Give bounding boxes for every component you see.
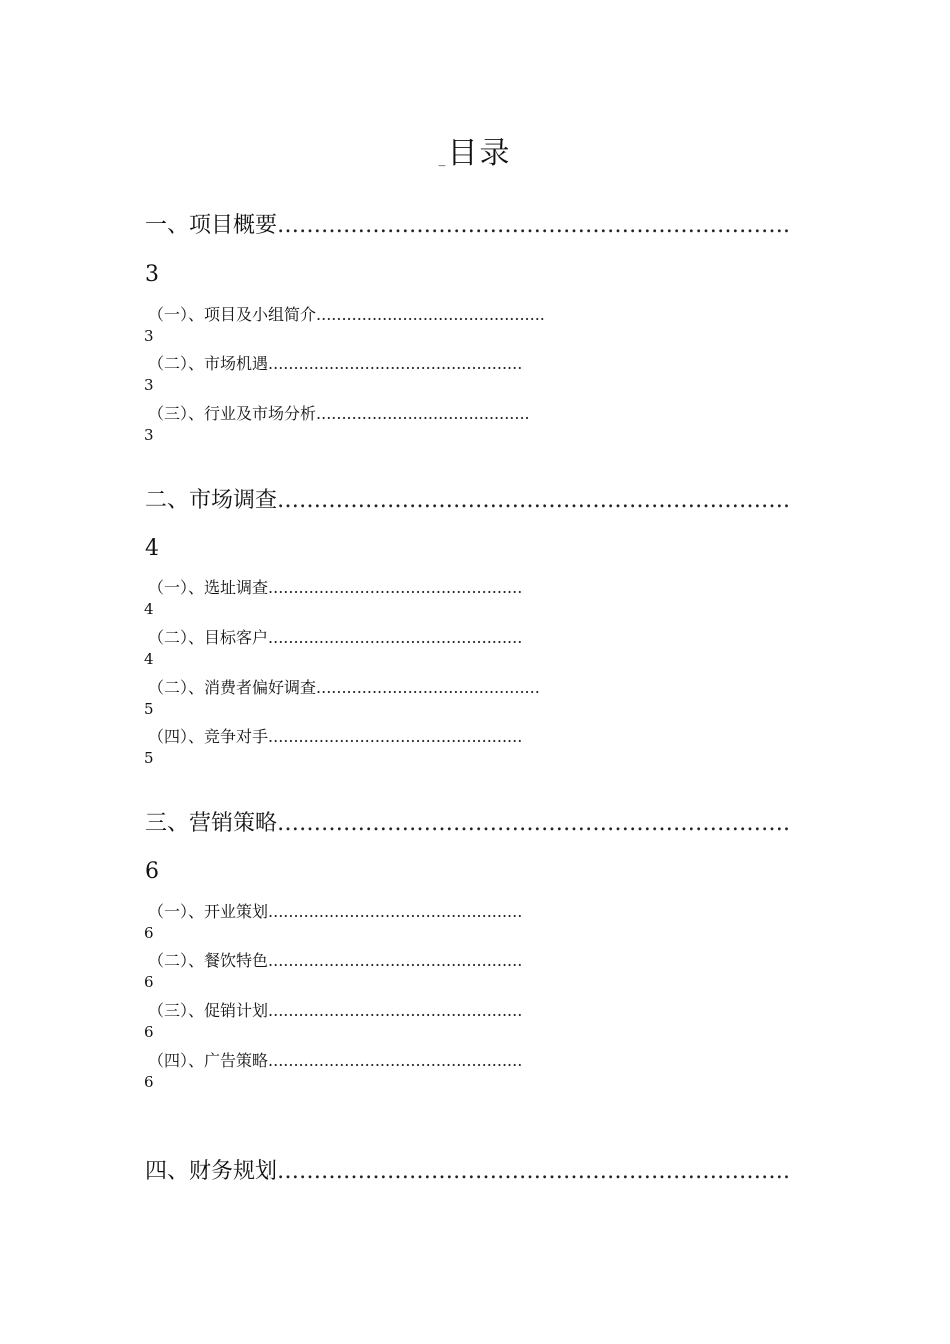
toc-item-3-2-page: 6 bbox=[144, 973, 154, 991]
toc-title bbox=[0, 128, 950, 172]
toc-item-1-3[interactable] bbox=[148, 401, 530, 424]
toc-section-2-heading[interactable] bbox=[145, 483, 790, 514]
toc-item-1-2-page: 3 bbox=[144, 376, 154, 394]
item-leader: ............................................. bbox=[316, 305, 545, 324]
toc-section-3-heading[interactable] bbox=[145, 806, 790, 837]
section-4-title: 四、财务规划 bbox=[145, 1159, 278, 1184]
toc-item-1-2[interactable] bbox=[148, 351, 522, 374]
toc-item-1-1-page: 3 bbox=[144, 327, 154, 345]
toc-item-2-4[interactable] bbox=[148, 724, 522, 747]
item-leader: .................................................. bbox=[268, 1051, 523, 1070]
item-leader: ............................................ bbox=[316, 678, 540, 697]
section-4-leader-tail: ……. bbox=[739, 1159, 791, 1184]
section-1-leader: ……………………………………………………… bbox=[277, 213, 740, 238]
toc-section-1-heading[interactable] bbox=[145, 208, 790, 239]
toc-item-3-3[interactable] bbox=[148, 998, 522, 1021]
item-label: （三）、促销计划 bbox=[148, 1001, 269, 1020]
section-2-leader-tail: ……. bbox=[739, 488, 791, 513]
toc-item-1-3-page: 3 bbox=[144, 426, 154, 444]
item-leader: .................................................. bbox=[268, 578, 523, 597]
toc-section-3-page: 6 bbox=[145, 859, 159, 884]
section-2-leader: ……………………………………………………… bbox=[277, 488, 740, 513]
section-1-title: 一、项目概要 bbox=[145, 213, 278, 238]
item-label: （二）、目标客户 bbox=[148, 628, 269, 647]
item-label: （二）、消费者偏好调查 bbox=[148, 678, 317, 697]
toc-section-2-page: 4 bbox=[145, 536, 159, 561]
item-label: （一）、项目及小组简介 bbox=[148, 305, 317, 324]
item-label: （二）、市场机遇 bbox=[148, 354, 269, 373]
toc-item-2-4-page: 5 bbox=[144, 749, 154, 767]
item-leader: .................................................. bbox=[268, 1001, 523, 1020]
toc-title-text: 目录 bbox=[447, 136, 512, 171]
toc-section-4-heading[interactable] bbox=[145, 1154, 790, 1185]
item-label: （四）、广告策略 bbox=[148, 1051, 269, 1070]
toc-item-2-1[interactable] bbox=[148, 575, 522, 598]
toc-item-1-1[interactable] bbox=[148, 302, 545, 325]
item-label: （一）、选址调查 bbox=[148, 578, 269, 597]
toc-item-3-4[interactable] bbox=[148, 1048, 522, 1071]
toc-item-2-1-page: 4 bbox=[144, 600, 154, 618]
section-3-title: 三、营销策略 bbox=[145, 811, 278, 836]
item-leader: .................................................. bbox=[268, 727, 523, 746]
title-marker: _ bbox=[438, 151, 448, 167]
toc-item-3-4-page: 6 bbox=[144, 1073, 154, 1091]
toc-item-3-3-page: 6 bbox=[144, 1023, 154, 1041]
toc-item-3-1[interactable] bbox=[148, 899, 522, 922]
item-label: （四）、竞争对手 bbox=[148, 727, 269, 746]
toc-item-2-3[interactable] bbox=[148, 675, 540, 698]
item-leader: .................................................. bbox=[268, 902, 523, 921]
item-leader: .................................................. bbox=[268, 628, 523, 647]
item-label: （一）、开业策划 bbox=[148, 902, 269, 921]
toc-item-3-2[interactable] bbox=[148, 948, 522, 971]
toc-section-1-page: 3 bbox=[145, 262, 159, 287]
item-label: （三）、行业及市场分析 bbox=[148, 404, 317, 423]
section-3-leader: ……………………………………………………… bbox=[277, 811, 740, 836]
toc-item-2-3-page: 5 bbox=[144, 700, 154, 718]
section-3-leader-tail: ……. bbox=[739, 811, 791, 836]
section-1-leader-tail: ……. bbox=[739, 213, 791, 238]
section-4-leader: ……………………………………………………… bbox=[277, 1159, 740, 1184]
item-leader: .................................................. bbox=[268, 354, 523, 373]
item-leader: .......................................... bbox=[316, 404, 530, 423]
toc-item-2-2-page: 4 bbox=[144, 650, 154, 668]
item-leader: .................................................. bbox=[268, 951, 523, 970]
toc-item-3-1-page: 6 bbox=[144, 924, 154, 942]
section-2-title: 二、市场调查 bbox=[145, 488, 278, 513]
toc-item-2-2[interactable] bbox=[148, 625, 522, 648]
item-label: （二）、餐饮特色 bbox=[148, 951, 269, 970]
